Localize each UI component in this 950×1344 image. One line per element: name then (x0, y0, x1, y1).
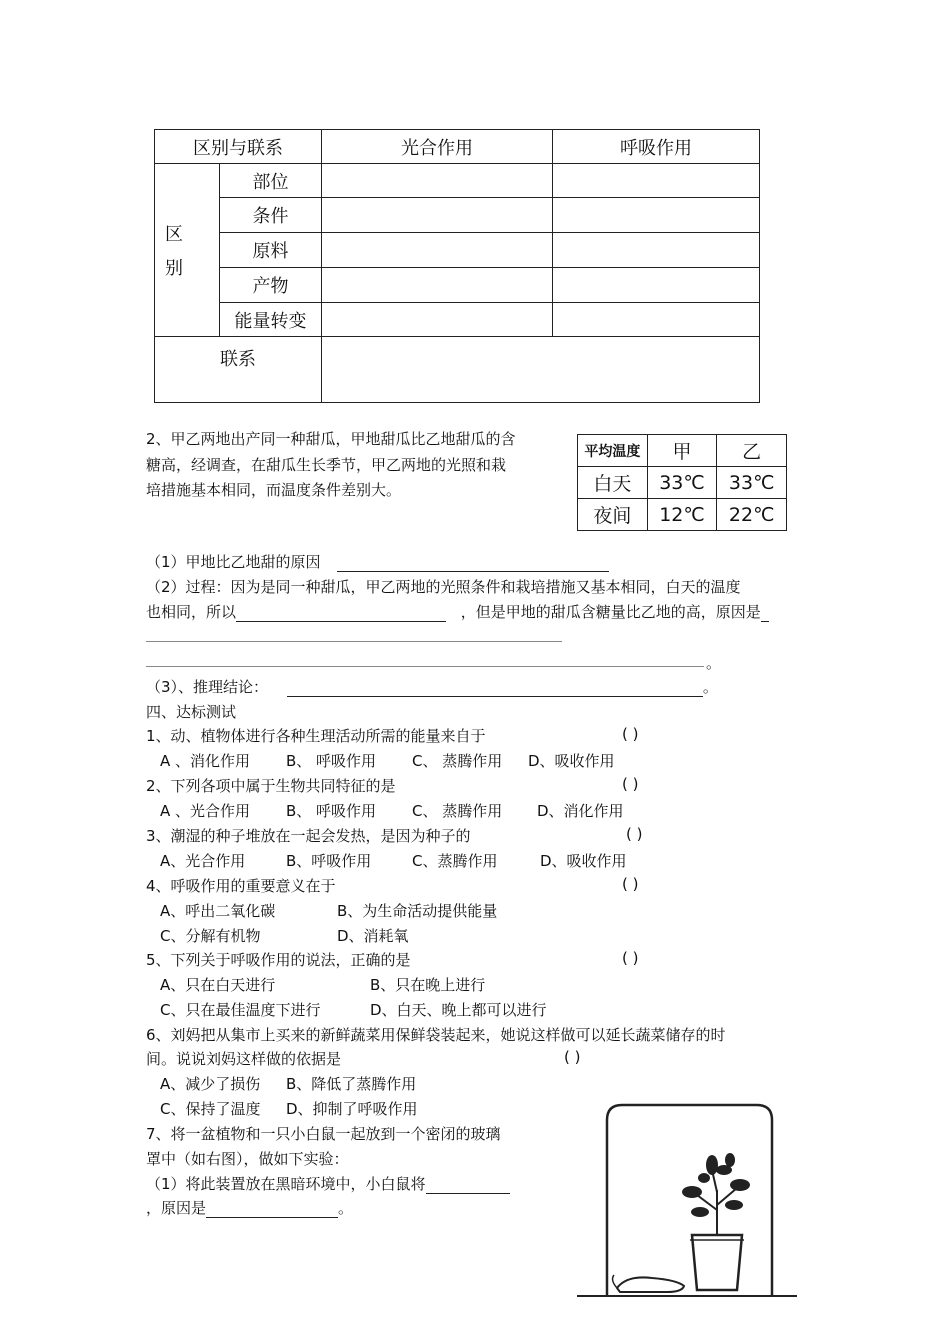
q2-sub2-line1: （2）过程：因为是同一种甜瓜，甲乙两地的光照条件和栽培措施又基本相同，白天的温度 (146, 578, 741, 596)
q4-2-text: 2、下列各项中属于生物共同特征的是 (146, 777, 396, 795)
answer-blank[interactable] (337, 555, 609, 572)
answer-cell[interactable] (322, 198, 553, 233)
q2-sub3 (146, 676, 718, 697)
q4-1-opt-a[interactable]: A 、消化作用 (160, 752, 251, 770)
q4-7-sub1b (146, 1197, 353, 1218)
q4-1-opt-d[interactable]: D、吸收作用 (528, 752, 615, 770)
diff-label-cell (155, 164, 220, 337)
q2-line1: 2、甲乙两地出产同一种甜瓜，甲地甜瓜比乙地甜瓜的含 (146, 430, 516, 448)
answer-paren[interactable]: ( ) (626, 825, 643, 843)
q4-6-opt-b[interactable]: B、降低了蒸腾作用 (286, 1075, 417, 1093)
temp-day-jia: 33℃ (647, 467, 717, 499)
leaf-shape (725, 1200, 743, 1210)
temp-row-day-label: 白天 (578, 467, 648, 499)
answer-cell-link[interactable] (322, 337, 760, 403)
q4-1-opt-c[interactable]: C、 蒸腾作用 (412, 752, 503, 770)
q4-7-sub1 (146, 1173, 510, 1194)
temp-header-yi: 乙 (717, 435, 787, 467)
leaf-shape (730, 1179, 750, 1191)
q4-6-line1: 6、刘妈把从集市上买来的新鲜蔬菜用保鲜袋装起来，她说这样做可以延长蔬菜储存的时 (146, 1026, 726, 1044)
answer-blank[interactable] (287, 680, 703, 697)
q4-7-sub1b-text: ，原因是 (146, 1199, 207, 1217)
answer-line[interactable] (146, 641, 562, 642)
mouse-shape (617, 1277, 684, 1292)
answer-cell[interactable] (322, 164, 553, 198)
diff-label-bottom: 别 (165, 258, 183, 279)
answer-line[interactable] (146, 666, 704, 667)
q4-4-opt-b[interactable]: B、为生命活动提供能量 (337, 902, 498, 920)
answer-cell[interactable] (322, 233, 553, 268)
q4-3-opt-a[interactable]: A、光合作用 (160, 852, 246, 870)
q4-5-opt-b[interactable]: B、只在晚上进行 (370, 976, 486, 994)
answer-paren[interactable]: ( ) (564, 1048, 581, 1066)
temp-row-night-label: 夜间 (578, 499, 648, 531)
answer-paren[interactable]: ( ) (622, 775, 639, 793)
q4-5-text: 5、下列关于呼吸作用的说法，正确的是 (146, 951, 411, 969)
q4-5-opt-d[interactable]: D、白天、晚上都可以进行 (370, 1001, 547, 1019)
q2-sub1-text: （1）甲地比乙地甜的原因 (146, 553, 321, 571)
answer-blank[interactable] (761, 605, 769, 622)
q4-6-opt-a[interactable]: A、减少了损伤 (160, 1075, 261, 1093)
leaf-shape (698, 1173, 710, 1183)
q4-5-opt-c[interactable]: C、只在最佳温度下进行 (160, 1001, 321, 1019)
answer-blank[interactable] (206, 1201, 338, 1218)
q4-3-text: 3、潮湿的种子堆放在一起会发热，是因为种子的 (146, 827, 471, 845)
q4-5-opt-a[interactable]: A、只在白天进行 (160, 976, 276, 994)
temp-day-yi: 33℃ (717, 467, 787, 499)
q4-4-opt-a[interactable]: A、呼出二氧化碳 (160, 902, 276, 920)
answer-cell[interactable] (553, 268, 760, 303)
table-header-photosynthesis: 光合作用 (322, 130, 553, 164)
q4-7-line1: 7、将一盆植物和一只小白鼠一起放到一个密闭的玻璃 (146, 1125, 501, 1143)
leaf-shape (682, 1186, 702, 1198)
section4-title: 四、达标测试 (146, 703, 237, 721)
comparison-table (154, 129, 760, 403)
mouse-tail (613, 1275, 617, 1288)
leaf-shape (691, 1207, 709, 1217)
leaf-shape (725, 1153, 735, 1167)
answer-paren[interactable]: ( ) (622, 725, 639, 743)
q4-2-opt-b[interactable]: B、 呼吸作用 (286, 802, 377, 820)
answer-cell[interactable] (553, 198, 760, 233)
bell-jar-outline (607, 1105, 772, 1295)
diff-label-top: 区 (165, 224, 183, 245)
q2-sub3-text: （3）、推理结论： (146, 678, 269, 696)
temperature-table (577, 434, 787, 531)
q2-line3: 培措施基本相同，而温度条件差别大。 (146, 481, 402, 499)
q4-1-text: 1、动、植物体进行各种生理活动所需的能量来自于 (146, 727, 486, 745)
q4-3-opt-c[interactable]: C、蒸腾作用 (412, 852, 498, 870)
period: 。 (706, 654, 722, 672)
q2-sub2-line2a: 也相同，所以 (146, 603, 237, 621)
answer-blank[interactable] (426, 1177, 510, 1194)
leaf-shape (706, 1155, 718, 1175)
q4-1-opt-b[interactable]: B、 呼吸作用 (286, 752, 377, 770)
q4-4-opt-c[interactable]: C、分解有机物 (160, 927, 261, 945)
pot-shape (692, 1235, 742, 1290)
q4-4-opt-d[interactable]: D、消耗氧 (337, 927, 409, 945)
table-header-diff-link: 区别与联系 (155, 130, 322, 164)
temp-night-jia: 12℃ (647, 499, 717, 531)
answer-paren[interactable]: ( ) (622, 875, 639, 893)
link-label: 联系 (155, 337, 322, 403)
row-label-energy: 能量转变 (220, 303, 322, 337)
q4-3-opt-d[interactable]: D、吸收作用 (540, 852, 627, 870)
row-label-location: 部位 (220, 164, 322, 198)
temp-header-avg: 平均温度 (578, 435, 648, 467)
period: 。 (702, 678, 718, 696)
q4-6-line2: 间。说说刘妈这样做的依据是 (146, 1050, 342, 1068)
q4-7-line2: 罩中（如右图），做如下实验： (146, 1150, 349, 1168)
q4-7-sub1-text: （1）将此装置放在黑暗环境中，小白鼠将 (146, 1175, 426, 1193)
answer-cell[interactable] (553, 303, 760, 337)
answer-blank[interactable] (236, 605, 446, 622)
temp-header-jia: 甲 (647, 435, 717, 467)
q2-sub1 (146, 551, 609, 572)
q4-4-text: 4、呼吸作用的重要意义在于 (146, 877, 336, 895)
temp-night-yi: 22℃ (717, 499, 787, 531)
row-label-material: 原料 (220, 233, 322, 268)
q4-2-opt-a[interactable]: A 、光合作用 (160, 802, 251, 820)
answer-cell[interactable] (553, 233, 760, 268)
q2-line2: 糖高，经调查，在甜瓜生长季节，甲乙两地的光照和栽 (146, 456, 507, 474)
q4-6-opt-c[interactable]: C、保持了温度 (160, 1100, 261, 1118)
q2-sub2-line2b: ，但是甲地的甜瓜含糖量比乙地的高，原因是 (460, 603, 761, 621)
answer-cell[interactable] (322, 268, 553, 303)
q2-sub2-line2 (146, 601, 769, 622)
q4-3-opt-b[interactable]: B、呼吸作用 (286, 852, 372, 870)
q4-6-opt-d[interactable]: D、抑制了呼吸作用 (286, 1100, 418, 1118)
row-label-condition: 条件 (220, 198, 322, 233)
answer-cell[interactable] (553, 164, 760, 198)
q4-2-opt-d[interactable]: D、消化作用 (537, 802, 624, 820)
answer-paren[interactable]: ( ) (622, 949, 639, 967)
table-header-respiration: 呼吸作用 (553, 130, 760, 164)
q4-2-opt-c[interactable]: C、 蒸腾作用 (412, 802, 503, 820)
period: 。 (338, 1199, 354, 1217)
plant-mouse-jar-figure (572, 1100, 802, 1300)
row-label-product: 产物 (220, 268, 322, 303)
answer-cell[interactable] (322, 303, 553, 337)
